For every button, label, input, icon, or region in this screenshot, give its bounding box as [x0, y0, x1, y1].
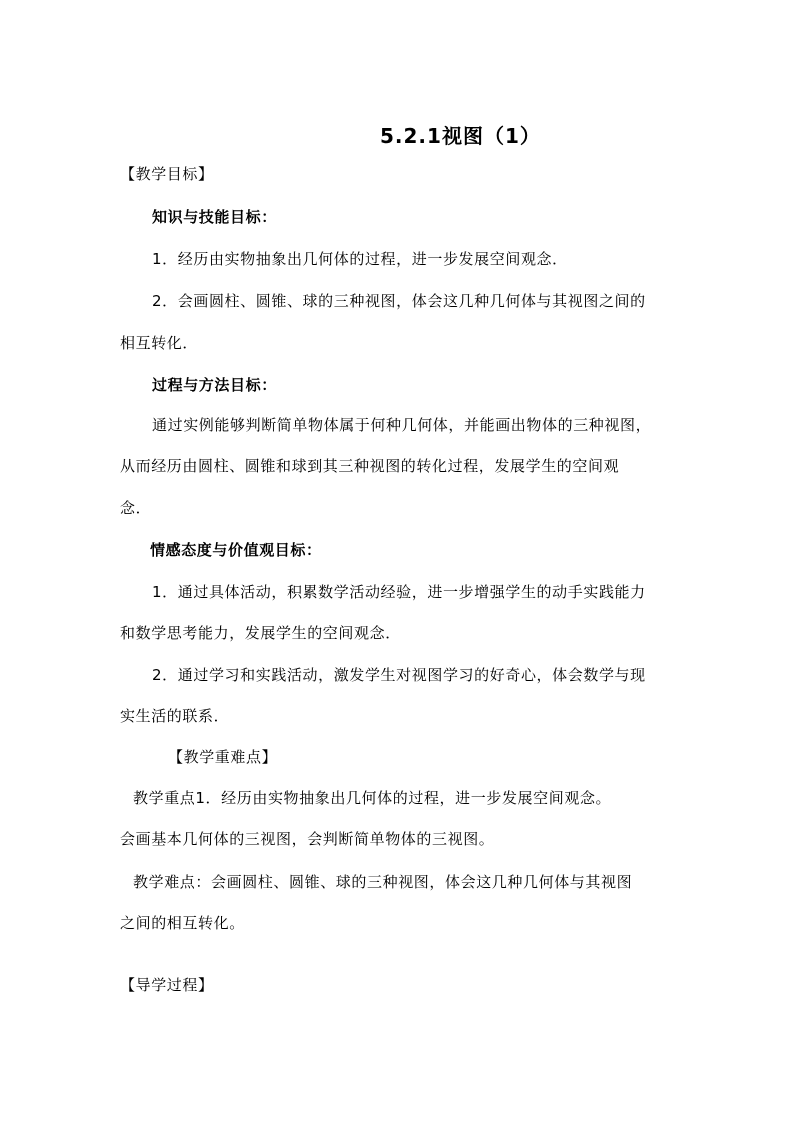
knowledge-item-2-line-1: 2．会画圆柱、圆锥、球的三种视图，体会这几种几何体与其视图之间的: [152, 292, 646, 310]
section-header-guide-process: 【导学过程】: [120, 976, 214, 994]
process-line-2: 从而经历由圆柱、圆锥和球到其三种视图的转化过程，发展学生的空间观: [120, 457, 620, 475]
knowledge-item-2-line-2: 相互转化．: [120, 334, 199, 352]
emotion-item-1-line-2: 和数学思考能力，发展学生的空间观念．: [120, 624, 401, 642]
process-line-3: 念．: [120, 499, 152, 517]
difficult-point-line-1: 教学难点：会画圆柱、圆锥、球的三种视图，体会这几种几何体与其视图: [133, 873, 633, 891]
difficult-point-line-2: 之间的相互转化。: [120, 914, 245, 932]
emotion-values-heading: 情感态度与价值观目标：: [150, 541, 322, 559]
key-point-line-2: 会画基本几何体的三视图，会判断简单物体的三视图。: [120, 830, 495, 848]
emotion-item-2-line-1: 2．通过学习和实践活动，激发学生对视图学习的好奇心，体会数学与现: [152, 666, 646, 684]
process-line-1: 通过实例能够判断简单物体属于何种几何体，并能画出物体的三种视图，: [152, 416, 652, 434]
emotion-item-2-line-2: 实生活的联系．: [120, 707, 230, 725]
knowledge-item-1: 1．经历由实物抽象出几何体的过程，进一步发展空间观念．: [152, 250, 568, 268]
emotion-item-1-line-1: 1．通过具体活动，积累数学活动经验，进一步增强学生的动手实践能力: [152, 583, 646, 601]
section-header-key-points: 【教学重难点】: [168, 748, 278, 766]
key-point-line-1: 教学重点1．经历由实物抽象出几何体的过程，进一步发展空间观念。: [133, 789, 612, 807]
page-title: 5.2.1视图（1）: [380, 124, 541, 148]
knowledge-skills-heading: 知识与技能目标：: [152, 208, 277, 226]
process-methods-heading: 过程与方法目标：: [152, 376, 277, 394]
section-header-teaching-goals: 【教学目标】: [120, 165, 214, 183]
